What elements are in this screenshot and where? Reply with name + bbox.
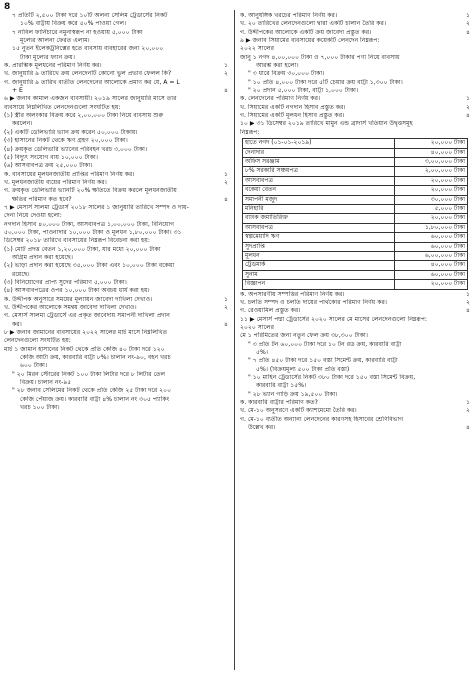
ledger-row [243, 214, 468, 223]
text-line [4, 229, 228, 237]
text-line [4, 87, 228, 95]
line-text: খ. উদ্দীপকের আলোকে সমন্বয় জাবেদা দাখিলা দেখাও। [4, 304, 137, 312]
text-line [240, 416, 470, 424]
line-text: গ. সিয়ামের একটি মূলধন হিসাব প্রস্তুত কর। [240, 112, 345, 120]
line-text: (২) ভাড়া প্রদান করা হয়েছে ৩৫,০০০ টাকা এবং ১০,০০০ টাকা বকেয়া [4, 262, 175, 270]
line-text: ২০২২ সালের [240, 45, 274, 53]
text-line [240, 307, 470, 315]
line-text: ক. লেনদেনের পরিমাণ নির্ণয় কর। [240, 95, 321, 103]
marks-value: ১ [466, 290, 470, 298]
text-line [4, 312, 228, 320]
line-text: মার্চ ১ জামান হাসানের নিকট থেকে প্রতি কেজি ৪০ টাকা দরে ১২০ [4, 345, 165, 353]
marks-value: ২ [466, 20, 470, 28]
line-text: ক্ষতির পরিমাণ কত হবে? [12, 195, 72, 203]
line-text: (১) স্ত্রীর অলংকার বিক্রয় করে ২,০০,০০০ টাকা নিয়ে ব্যবসায় শুরু [4, 112, 164, 120]
line-text: ক. অপসারণীয় সম্পত্তির পরিমাণ নির্ণয় কর। [240, 290, 345, 298]
line-text: গ. ক্রয়কৃত ডেলিভারি ভ্যানটি ২০% ক্ষতিতে বিক্রয় করলে মূলধনজাতীয় [4, 187, 177, 195]
ledger-amount: ২,০০,০০০ টাকা [395, 167, 468, 176]
column-divider [234, 10, 235, 670]
line-text: ৫%। [256, 349, 268, 357]
line-text: ৭ নাবিল ফার্নিচারে নমুনাস্বরূপ না হওয়ায় ৫,০০০ টাকা [12, 28, 143, 36]
text-line [240, 129, 470, 137]
line-text: ৫%। (বিক্রয়মূল্য ৫০০ টাকা প্রতি বস্তা) [256, 365, 350, 373]
ledger-amount: ২০,০০০ টাকা [395, 139, 468, 148]
ledger-item: আসবাবপত্র [243, 223, 395, 232]
line-text: ব্যবসায়ে নিম্নলিখিত লেনদেনগুলো সংঘটিত হয়: [4, 103, 121, 111]
text-line [240, 366, 470, 374]
text-line [4, 45, 228, 53]
line-text: গ. জানুয়ারি ৯ তারিখ ব্যতীত লেনদেনের আলোকে প্রমাণ কর যে, A = L [4, 78, 180, 86]
text-line [240, 70, 470, 78]
ledger-amount: ৬,০০,০০০ টাকা [395, 252, 468, 261]
left-column [4, 12, 228, 413]
text-line [4, 37, 228, 45]
text-line [4, 154, 228, 162]
line-text: খ. মে-১০ অনুসরণে একটি ক্যাশমেমো তৈরি কর। [240, 407, 357, 415]
text-line [4, 171, 228, 179]
text-line [240, 62, 470, 70]
text-line [240, 399, 470, 407]
ledger-row [243, 223, 468, 232]
line-text: রয়েছে। [12, 270, 30, 278]
text-line [240, 54, 470, 62]
line-text: গ. মে-১০ ব্যতীত অন্যান্য লেনদেনের কারণসহ হিসাবের শ্রেণিবিভাগ [240, 415, 404, 423]
line-text: বিক্রয়। চালান নং-৯৫ [20, 379, 72, 387]
line-text: খরচ ১০০ টাকা। [20, 404, 60, 412]
text-line [4, 70, 228, 78]
marks-value: ৪ [466, 424, 470, 432]
text-line [4, 20, 228, 28]
marks-value: ২ [466, 103, 470, 111]
text-line [240, 12, 470, 20]
line-text: " ১০ মাহিন ট্রেডার্সের নিকট ৩৮০ টাকা দরে ১৫০ বস্তা সিমেন্ট বিক্রয়, [248, 374, 416, 382]
line-text: অগ্রিম প্রদান করা হয়েছে। [12, 253, 73, 261]
text-line [240, 104, 470, 112]
line-text: ২০২০ সালের [240, 324, 274, 332]
ledger-row [243, 186, 468, 195]
line-text: " ২০ মিরন স্টোরের নিকট ১০০ টাকা লিটার দরে ৮ লিটার তেল [12, 370, 166, 378]
ledger-amount: ৬০,০০০ টাকা [395, 233, 468, 242]
page-number: 8 [4, 2, 11, 12]
text-line [4, 79, 228, 87]
ledger-row [243, 176, 468, 185]
ledger-item: সুদপ্রাপ্তি [243, 242, 395, 251]
ledger-amount: ২০,০০০ টাকা [395, 214, 468, 223]
text-line [4, 162, 228, 170]
ledger-row [243, 280, 468, 289]
text-line [4, 62, 228, 70]
ledger-amount: ৫,০০০ টাকা [395, 205, 468, 214]
line-text: " ২৮ জনাব সেলিমের নিকট থেকে প্রতি কেজি ২৫ টাকা দরে ২০০ [12, 387, 172, 395]
text-line [240, 120, 470, 128]
right-column-bottom [240, 291, 470, 433]
text-line [240, 87, 470, 95]
text-line [4, 387, 228, 395]
text-line [240, 324, 470, 332]
text-line [240, 45, 470, 53]
text-line [240, 357, 470, 365]
line-text: ১০ ▶ ৩১ ডিসেম্বর ২০১৯ তারিখে মামুন এন্ড ব্রাদার্স খতিয়ান উদ্বৃত্তসমূহ [240, 120, 413, 128]
marks-value: ২ [224, 178, 228, 186]
line-text: খ. সিয়ামের একটি নগদান হিসাব প্রস্তুত কর। [240, 103, 346, 111]
line-text: কেজি আটা ক্রয়, কারবারি বাট্টা ৮%। চালান নং-৯০, বহন খরচ [20, 354, 171, 362]
text-line [4, 129, 228, 137]
text-line [4, 337, 228, 345]
marks-value: ১ [224, 170, 228, 178]
line-text: গ. রেওয়ামিল প্রস্তুত কর। [240, 307, 301, 315]
marks-value: ৪ [466, 307, 470, 315]
ledger-item: ব্যাংক জমাতিরিক্ত [243, 214, 395, 223]
text-line [4, 271, 228, 279]
line-text: ৭ প্রতিটি ২,৫০০ টাকা দরে ১০টি অলনা সেলিম ট্রেডার্সের নিকট [12, 12, 168, 19]
text-line [4, 112, 228, 120]
line-text: ৫০,০০০ টাকা, পাওনাদার ১০,০০০ টাকা ও মূলধন ১,৮০,০০০ টাকা। ৩১ [4, 228, 182, 236]
line-text: ৯ ▶ জনাব সিয়ামের ব্যবসায়ের কয়েকটি লেনদেন নিম্নরূপ: [240, 37, 380, 45]
ledger-item: ট্রেডমার্ক [243, 261, 395, 270]
line-text: নগদান হিসাব ৪০,০০০ টাকা, আসবাবপত্র ১,০০,০০০ টাকা, বিনিয়োগ [4, 220, 175, 228]
text-line [4, 354, 228, 362]
line-text: (৫) বিদ্যুৎ সংযোগ ব্যয় ১০,০০০ টাকা। [4, 153, 98, 161]
text-line [4, 296, 228, 304]
line-text: কেজি পেঁয়াজ ক্রয়। কারবারি বাট্টা ৪% চালান নং ৩০৫ প্যাকিং [20, 395, 170, 403]
ledger-item: সুনাম [243, 270, 395, 279]
marks-value: ৪ [224, 195, 228, 203]
text-line [240, 391, 470, 399]
text-line [4, 362, 228, 370]
text-line [240, 424, 470, 432]
ledger-amount: ৩,০০,০০০ টাকা [395, 157, 468, 166]
marks-value: ১ [224, 295, 228, 303]
line-text: " ৩ ধারে বিক্রয় ৩০,০০০ টাকা। [248, 70, 325, 78]
text-line [4, 204, 228, 212]
text-line [4, 329, 228, 337]
text-line [240, 112, 470, 120]
text-line [4, 196, 228, 204]
text-line [240, 37, 470, 45]
text-line [240, 95, 470, 103]
line-text: (৪) ক্রয়কৃত ডেলিভারি ভ্যানের পরিবহন খরচ ৩,০০০ টাকা। [4, 145, 148, 153]
marks-value: ২ [224, 70, 228, 78]
ledger-amount: ৪০,০০০ টাকা [395, 148, 468, 157]
text-line [240, 374, 470, 382]
ledger-row [243, 195, 468, 204]
text-line [240, 349, 470, 357]
text-line [4, 54, 228, 62]
text-line [4, 304, 228, 312]
line-text: খ. মূলধনজাতীয় ব্যয়ের পরিমাণ নির্ণয় কর। [4, 178, 107, 186]
text-line [4, 279, 228, 287]
text-line [4, 179, 228, 187]
ledger-item: অফিস সরঞ্জাম [243, 157, 395, 166]
line-text: টাকা মূল্যের ফ্যান ক্রয়। [20, 53, 75, 61]
ledger-item: দেনাদার [243, 148, 395, 157]
text-line [4, 146, 228, 154]
line-text: ক. প্রারম্ভিক মূলধনের পরিমাণ নির্ণয় কর। [4, 62, 102, 70]
ledger-amount: ৩০,০০০ টাকা [395, 195, 468, 204]
text-line [4, 187, 228, 195]
ledger-item: হাতে নগদ (০১-০১-২০১৯) [243, 139, 395, 148]
line-text: দেনা নিয়ে দেওয়া হলো: [4, 212, 62, 220]
marks-value: ৪ [224, 87, 228, 95]
line-text: গ. মেসার্স সালমা ট্রেডার্সে এর প্রকৃত জাবেদায় সমাপনী দাখিলা প্রদান [4, 312, 170, 320]
line-text: খ. চলতি সম্পদ ও চলতি দায়ের পার্থক্যের পরিমাণ নির্ণয় কর। [240, 299, 387, 306]
text-line [4, 379, 228, 387]
ledger-row [243, 139, 468, 148]
line-text: " ৩ প্রতি টন ৬০,০০০ টাকা দরে ১০ টন রড ক্রয়, কারবারি বাট্টা [248, 340, 402, 348]
line-text: + E [12, 87, 23, 95]
line-text: খ. ২০ তারিখের লেনদেনগুলো দ্বারা একটি চালান তৈরি কর। [240, 20, 387, 28]
line-text: ১০% বাট্টায় বিক্রয় করে ৫০% পাওয়া গেল। [20, 20, 127, 28]
line-text: গ. উদ্দীপকের আলোকে একটি ক্রয় জাবেদা প্রস্তুত কর। [240, 28, 372, 36]
marks-value: ৪ [466, 28, 470, 36]
ledger-amount: ২০,০০০ টাকা [395, 176, 468, 185]
text-line [240, 29, 470, 37]
marks-value: ২ [466, 299, 470, 306]
text-line [240, 299, 470, 307]
text-line [4, 237, 228, 245]
line-text: ডিসেম্বর ২০১৮ তারিখে ব্যবসায়ের নিম্নরূপ বিবেচনা করা হয়: [4, 237, 150, 245]
ledger-item: আসবাবপত্র [243, 176, 395, 185]
line-text: (৬) আসবাবপত্র ক্রয় ২৫,০০০ টাকা। [4, 162, 93, 170]
text-line [4, 246, 228, 254]
ledger-row [243, 233, 468, 242]
text-line [4, 262, 228, 270]
line-text: ৮ ▶ জনাব জামানের ব্যবসায়ের ২০২২ সালের মার্চ মাসে নিম্নলিখিত [4, 329, 168, 337]
line-text: মে ১ পরিমিতের জন্য নতুন ফেল ক্রয় ৩৮,৩০০ টাকা। [240, 332, 368, 340]
text-line [4, 396, 228, 404]
line-text: জানু ১ নগদ ৪,০০,০০০ টাকা ও ৭,০০০ টাকার পণ্য নিয়ে ব্যবসায় [240, 53, 400, 61]
marks-value: ৪ [224, 320, 228, 328]
ledger-item: বকেয়া বেতন [243, 186, 395, 195]
line-text: মূল্যের আলনা ফেরত এলাম। [20, 37, 90, 45]
text-line [4, 287, 228, 295]
marks-value: ১ [466, 95, 470, 103]
ledger-row [243, 261, 468, 270]
ledger-amount: ১,৮০,০০০ টাকা [395, 223, 468, 232]
text-line [240, 291, 470, 299]
line-text: ৬ ▶ জনাব কামাল একজন ব্যবসায়ী। ২০১৯ সালের জানুয়ারি মাসে তার [4, 95, 177, 103]
line-text: ১১ ▶ মেসার্স পদ্মা ট্রেডার্সের ২০২০ সালের মে মাসের লেনদেনগুলো নিম্নরূপ: [240, 315, 427, 323]
right-column-top [240, 12, 470, 137]
line-text: কর। [12, 320, 22, 328]
ledger-amount: ৬০,০০০ টাকা [395, 242, 468, 251]
text-line [4, 212, 228, 220]
text-line [240, 332, 470, 340]
ledger-item: বিজ্ঞাপন [243, 280, 395, 289]
text-line [4, 12, 228, 20]
line-text: " ১০ প্রতি ৪,০০০ টাকা দরে ৫টি চেয়ার ক্রয় বাট্টা ১,৩০০ টাকা। [248, 78, 403, 86]
ledger-item: ৮% সরকারি সঞ্চয়পত্র [243, 167, 395, 176]
text-line [4, 404, 228, 412]
line-text: (২) একটি ডেলিভারি ভ্যান ক্রয় করেন ৫০,০০০ টাকায়। [4, 128, 138, 136]
ledger-item: স্বল্পমেয়াদি ঋণ [243, 233, 395, 242]
ledger-item: সমাপনী মজুদ [243, 195, 395, 204]
line-text: ক. উদ্দীপক অনুসারে সময়ের মূল্যায়ন জাবেদা দাখিলা দেখাও। [4, 295, 153, 303]
text-line [4, 120, 228, 128]
ledger-row [243, 270, 468, 279]
text-line [240, 382, 470, 390]
line-text: লেনদেনগুলো সংঘটিত হয়: [4, 337, 71, 345]
line-text: ৭ ▶ মেসার্স সালমা ট্রেডার্স ২০১৮ সালের ১ জানুয়ারি তারিখে সম্পদ ও দায়- [4, 203, 189, 211]
text-line [4, 321, 228, 329]
right-column [240, 12, 470, 433]
text-line [4, 371, 228, 379]
ledger-item: মনিহারি [243, 205, 395, 214]
ledger-item: মূলধন [243, 252, 395, 261]
line-text: ৬০০ টাকা। [20, 362, 48, 370]
line-text: " ২০ প্রদান ৫,০০০ টাকা, বাট্টা ১,০০০ টাকা। [248, 87, 359, 95]
text-line [4, 346, 228, 354]
text-line [4, 221, 228, 229]
text-line [4, 137, 228, 145]
ledger-row [243, 252, 468, 261]
text-line [4, 95, 228, 103]
line-text: (৩) হাসানের নিকট থেকে ঋণ গ্রহণ ২০,০০০ টাকা। [4, 137, 128, 145]
line-text: নিম্নরূপ: [240, 128, 260, 136]
ledger-row [243, 148, 468, 157]
line-text: উল্লেখ কর। [248, 424, 276, 432]
ledger-row [243, 167, 468, 176]
text-line [4, 29, 228, 37]
marks-value: ১ [466, 12, 470, 19]
ledger-amount: ৬০,০০০ টাকা [395, 270, 468, 279]
line-text: (৩) বিনিয়োগের প্রাপ্য সুদের পরিমাণ ৫,০০০ টাকা। [4, 279, 127, 286]
marks-value: ২ [224, 304, 228, 312]
marks-value: ১ [466, 399, 470, 407]
ledger-amount: ২০,০০০ টাকা [395, 186, 468, 195]
text-line [240, 341, 470, 349]
marks-value: ৪ [466, 112, 470, 120]
line-text: ১৫ নুতন ইলেকট্রনিক্সের হতে ব্যবসায় ব্যবহারের জন্য ২০,০০০ [12, 45, 164, 53]
text-line [4, 104, 228, 112]
line-text: ক. কারবারি বাট্টার পরিমাণ কত? [240, 399, 318, 407]
line-text: (১) মোট প্রদত্ত বেতন ১,২০,০০০ টাকা, যার মধ্যে ২০,০০০ টাকা [4, 245, 161, 253]
line-text: খ. জানুয়ারি ৯ তারিখে ক্রয় লেনদেনটি কোনো ভুল প্রভাব ফেলল কি? [4, 70, 172, 78]
ledger-row [243, 157, 468, 166]
marks-value: ১ [224, 62, 228, 70]
ledger-amount: ৪০,০০০ টাকা [395, 261, 468, 270]
text-line [240, 79, 470, 87]
line-text: আরম্ভ করা হলো। [256, 62, 299, 70]
text-line [240, 20, 470, 28]
ledger-table [242, 138, 468, 290]
line-text: ক. আনুষঙ্গিক খরচের পরিমাণ নির্ণয় কর। [240, 12, 337, 19]
text-line [4, 254, 228, 262]
ledger-amount: ২০,০০০ টাকা [395, 280, 468, 289]
text-line [240, 316, 470, 324]
text-line [240, 407, 470, 415]
line-text: করলেন। [12, 120, 33, 128]
line-text: (৪) আসবাবপত্রের ওপর ১০,০০০ টাকা অবচয় ধার্য করা হয়। [4, 287, 150, 295]
line-text: " ২৮ ভ্যান গাড়ি ক্রয় ১৯,৫০০ টাকা। [248, 390, 338, 398]
line-text: " ৭ প্রতি ৪৫০ টাকা দরে ১৫০ বস্তা সিমেন্ট ক্রয়, কারবারি বাট্টা [248, 357, 398, 365]
ledger-row [243, 242, 468, 251]
line-text: কারবারি বাট্টা ১৫%। [256, 382, 307, 390]
marks-value: ২ [466, 407, 470, 415]
ledger-row [243, 205, 468, 214]
line-text: ক. ব্যবসায়ের মূলধনজাতীয় প্রাপ্তির পরিমাণ নির্ণয় কর। [4, 170, 135, 178]
